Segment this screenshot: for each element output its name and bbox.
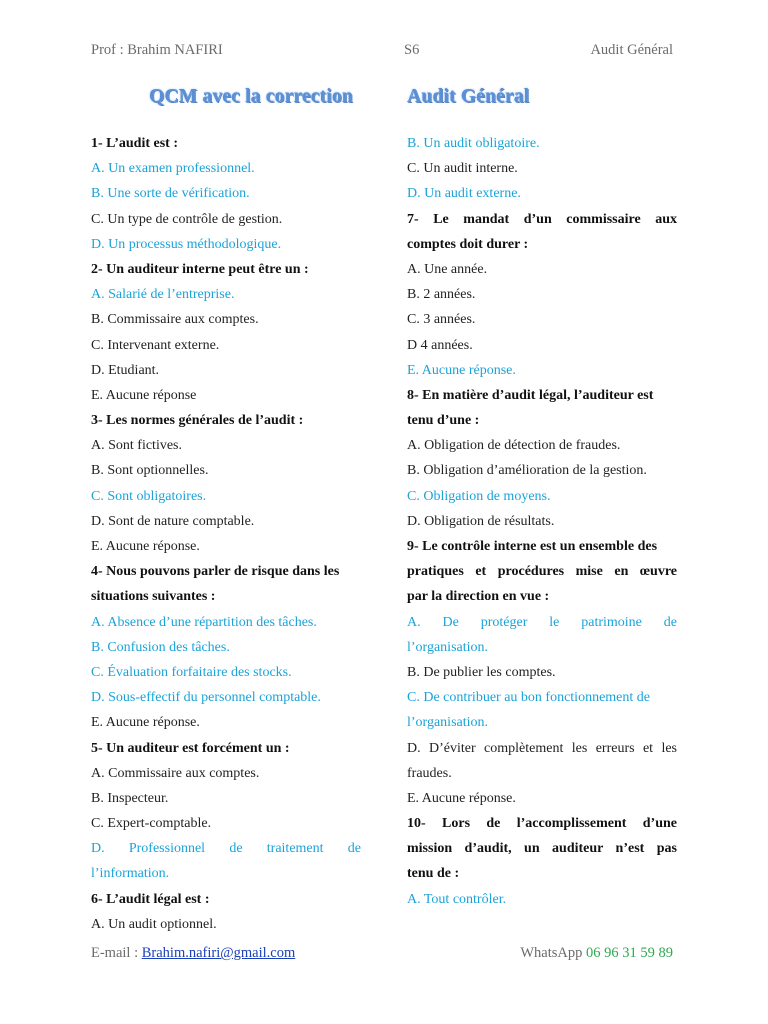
correct-answer: C. Évaluation forfaitaire des stocks. (91, 664, 292, 680)
question-text: mission d’audit, un auditeur n’est pas (407, 841, 677, 857)
answer-option: C. Un audit interne. (407, 161, 518, 177)
question-text: 1- L’audit est : (91, 136, 178, 151)
answer-option: D. D’éviter complètement les erreurs et les (407, 740, 677, 756)
answer-option: D. Sont de nature comptable. (91, 513, 255, 529)
footer-email-block (91, 945, 295, 962)
answer-option: B. Sont optionnelles. (91, 463, 209, 479)
answer-option: D 4 années. (407, 337, 473, 353)
answer-option: E. Aucune réponse. (91, 715, 200, 731)
left-column (91, 131, 361, 937)
answer-option: E. Aucune réponse. (407, 790, 516, 806)
correct-answer: D. Un processus méthodologique. (91, 236, 282, 252)
correct-answer: A. Un examen professionnel. (91, 161, 255, 177)
correct-answer: C. Sont obligatoires. (91, 488, 207, 504)
correct-answer: D. Un audit externe. (407, 186, 521, 202)
question-text: tenu d’une : (407, 413, 480, 429)
page-header (91, 42, 673, 62)
answer-option: A. Sont fictives. (91, 438, 182, 454)
answer-option: A. Un audit optionnel. (91, 916, 217, 932)
page-footer (91, 945, 673, 967)
question-text: 7- Le mandat d’un commissaire aux (407, 211, 677, 227)
correct-answer: D. Professionnel de traitement de (91, 841, 361, 857)
question-text: 9- Le contrôle interne est un ensemble des (407, 539, 658, 554)
answer-option: B. Inspecteur. (91, 790, 169, 806)
answer-option: A. Obligation de détection de fraudes. (407, 438, 621, 454)
right-column (407, 131, 677, 912)
answer-option: B. Commissaire aux comptes. (91, 312, 259, 328)
correct-answer: l’information. (91, 866, 170, 882)
answer-option: E. Aucune réponse. (91, 539, 200, 554)
correct-answer: E. Aucune réponse. (407, 362, 516, 378)
question-text: 2- Un auditeur interne peut être un : (91, 261, 309, 277)
correct-answer: D. Sous-effectif du personnel comptable. (91, 690, 321, 706)
correct-answer: A. Absence d’une répartition des tâches. (91, 614, 317, 630)
answer-option: E. Aucune réponse (91, 387, 197, 403)
correct-answer: l’organisation. (407, 639, 489, 655)
title-qcm: QCM avec la correction (149, 86, 353, 107)
correct-answer: A. De protéger le patrimoine de (407, 614, 677, 630)
whatsapp-label: WhatsApp (520, 945, 586, 961)
answer-option: C. Un type de contrôle de gestion. (91, 211, 283, 227)
correct-answer: A. Tout contrôler. (407, 891, 507, 907)
answer-option: C. Expert-comptable. (91, 816, 212, 832)
answer-option: D. Etudiant. (91, 362, 160, 378)
answer-option: A. Une année. (407, 261, 488, 277)
answer-option: C. 3 années. (407, 312, 476, 328)
question-text: 3- Les normes générales de l’audit : (91, 413, 304, 429)
answer-option: B. Obligation d’amélioration de la gestion. (407, 463, 647, 479)
header-semester: S6 (404, 42, 420, 58)
title-audit: Audit Général (407, 86, 530, 107)
question-text: 8- En matière d’audit légal, l’auditeur est (407, 387, 654, 403)
answer-option: D. Obligation de résultats. (407, 513, 555, 529)
answer-option: A. Commissaire aux comptes. (91, 765, 260, 781)
question-text: 4- Nous pouvons parler de risque dans les (91, 564, 340, 580)
question-text: situations suivantes : (91, 589, 216, 605)
email-label: E-mail : (91, 945, 142, 961)
correct-answer: l’organisation. (407, 715, 489, 731)
footer-whatsapp-block (520, 945, 673, 962)
header-subject: Audit Général (590, 42, 673, 58)
answer-option: B. 2 années. (407, 287, 476, 303)
answer-option: B. De publier les comptes. (407, 664, 556, 680)
question-text: par la direction en vue : (407, 589, 550, 605)
question-text: 6- L’audit légal est : (91, 891, 210, 907)
email-link[interactable]: Brahim.nafiri@gmail.com (141, 945, 296, 961)
correct-answer: A. Salarié de l’entreprise. (91, 287, 235, 303)
whatsapp-number: 06 96 31 59 89 (586, 945, 673, 961)
correct-answer: B. Un audit obligatoire. (407, 136, 540, 151)
correct-answer: C. Obligation de moyens. (407, 488, 551, 504)
answer-option: C. Intervenant externe. (91, 337, 220, 353)
answer-option: fraudes. (407, 765, 452, 781)
question-text: 5- Un auditeur est forcément un : (91, 740, 290, 756)
question-text: 10- Lors de l’accomplissement d’une (407, 816, 677, 832)
question-text: tenu de : (407, 866, 460, 882)
title-row (0, 86, 768, 116)
question-text: pratiques et procédures mise en œuvre (407, 564, 677, 580)
correct-answer: B. Une sorte de vérification. (91, 186, 250, 202)
header-prof: Prof : Brahim NAFIRI (91, 42, 223, 58)
correct-answer: B. Confusion des tâches. (91, 639, 230, 655)
question-text: comptes doit durer : (407, 236, 529, 252)
correct-answer: C. De contribuer au bon fonctionnement de (407, 690, 650, 706)
